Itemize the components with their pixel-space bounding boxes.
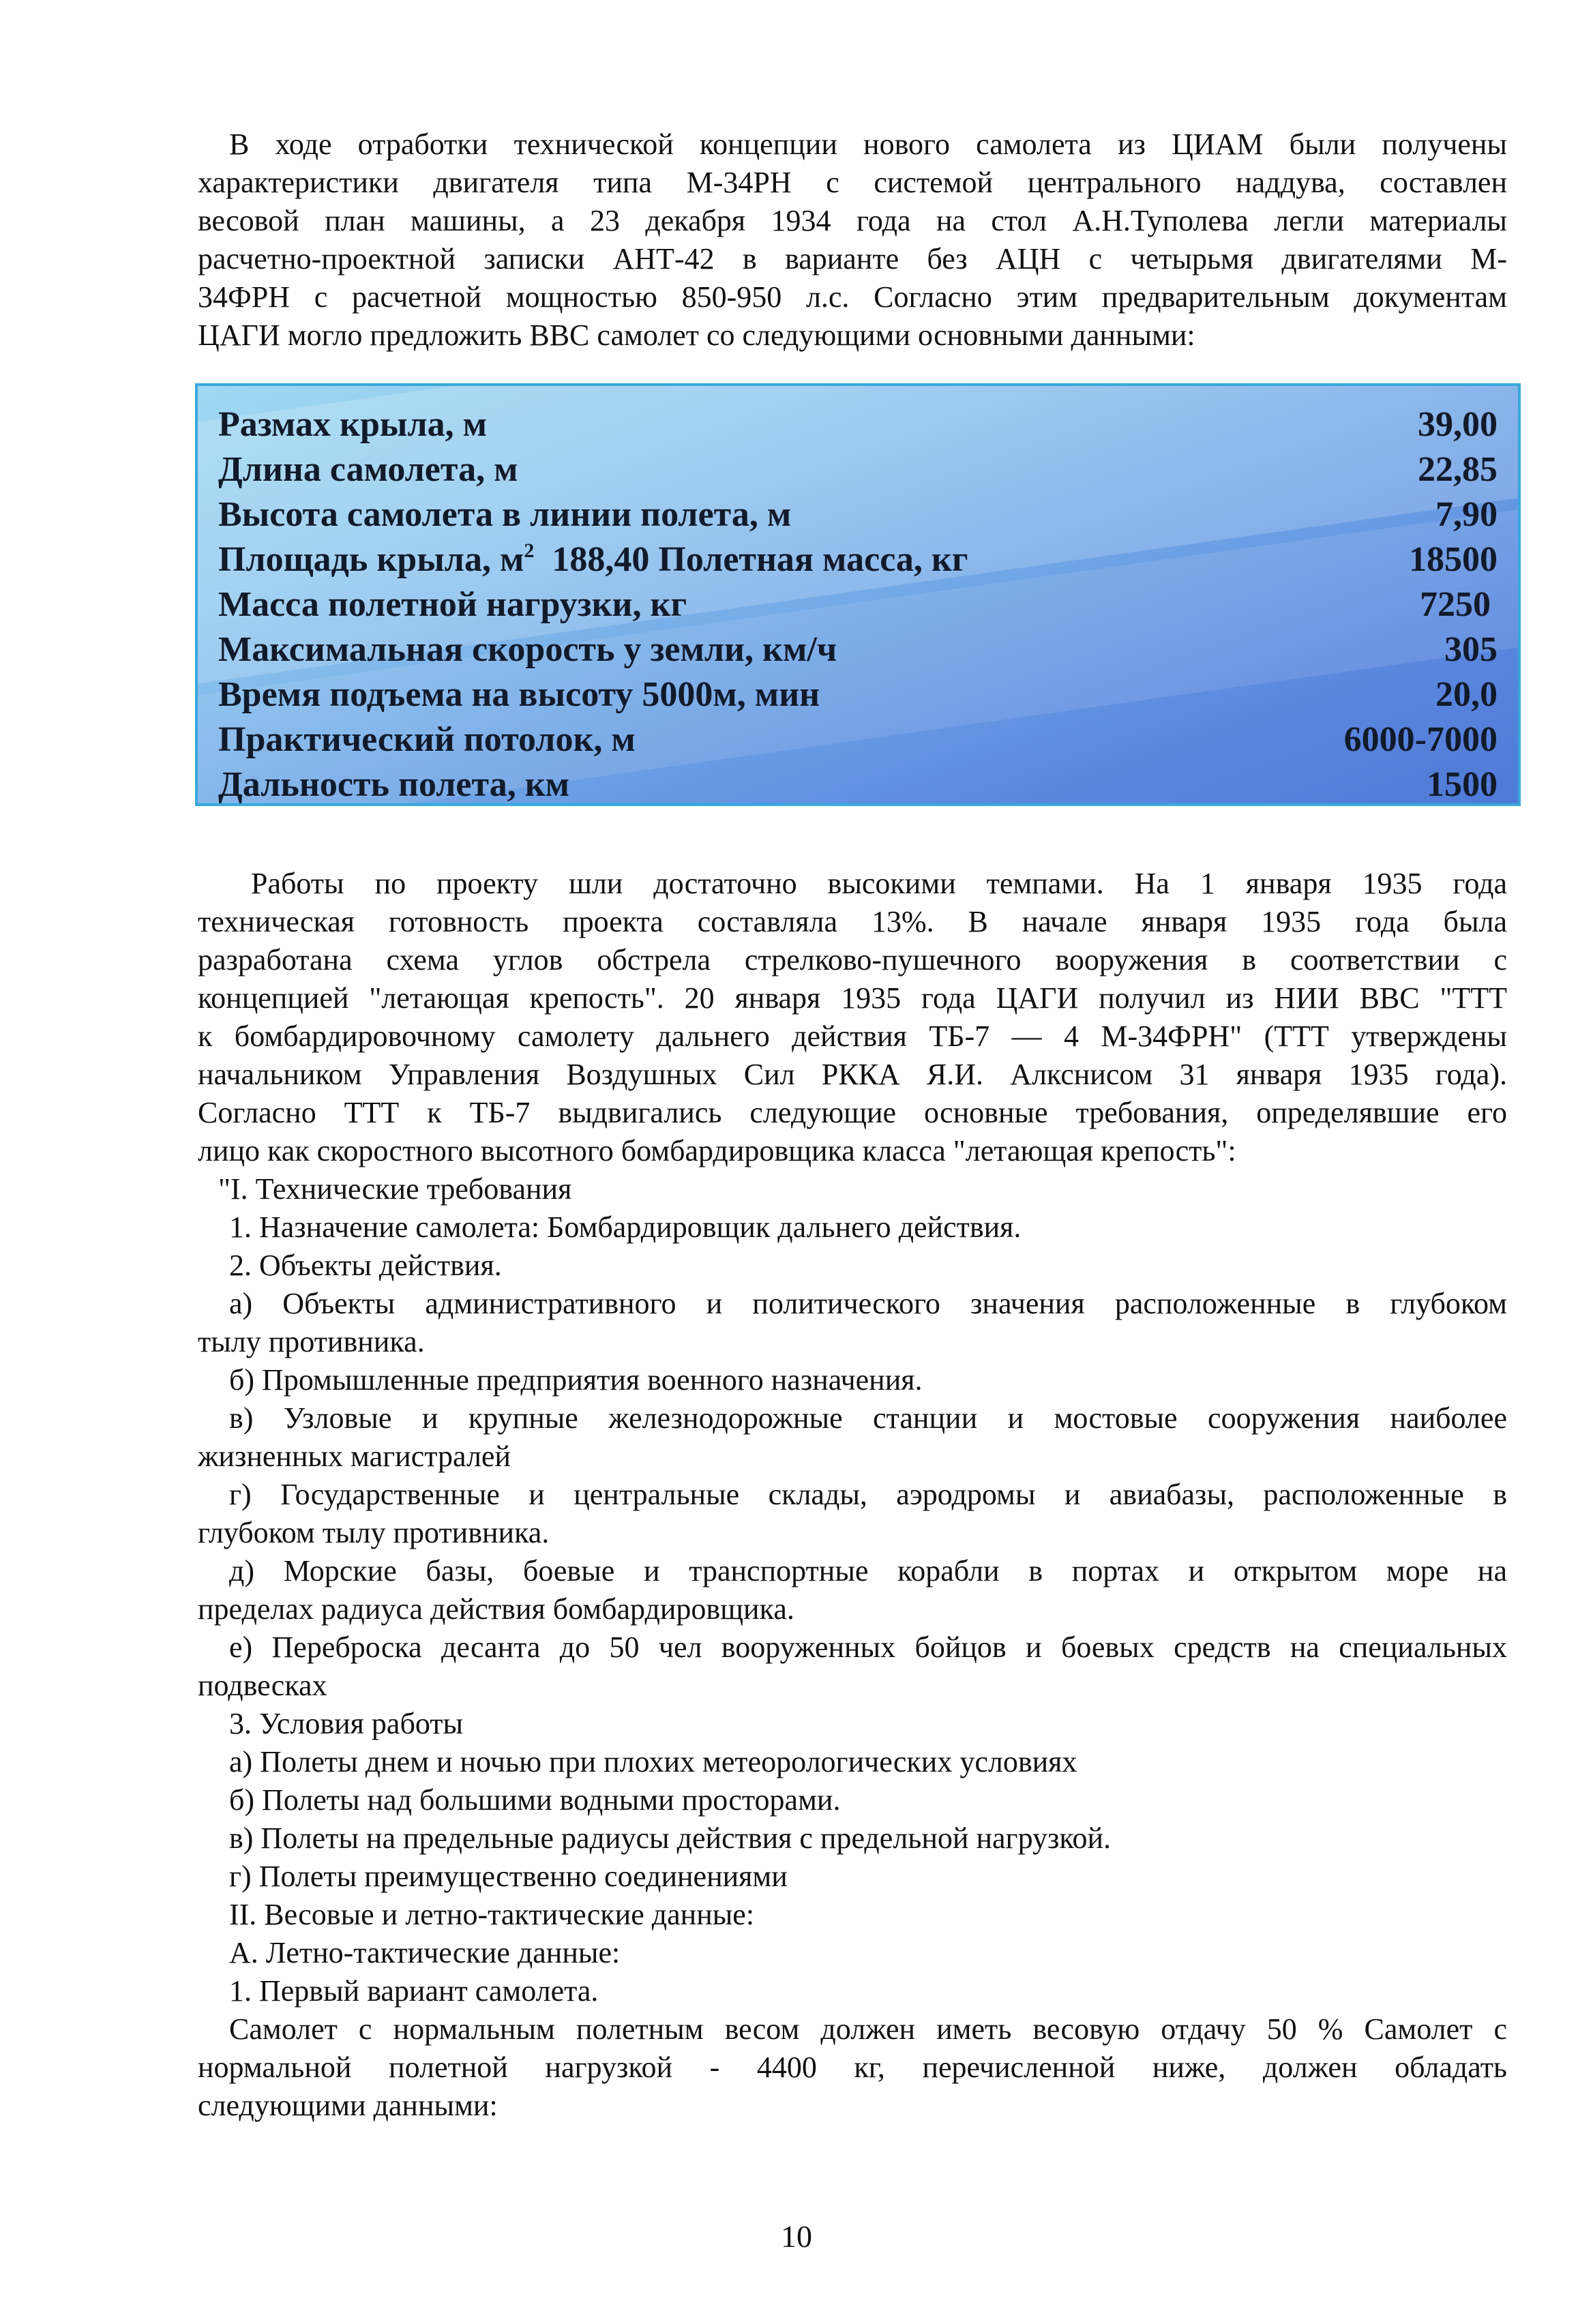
spec-row-ceiling [218, 717, 1498, 762]
final-line: нормальной полетной нагрузкой - 4400 кг, перечисленной ниже, должен обладать [198, 2051, 1507, 2084]
spec-row-height [218, 492, 1498, 537]
list-item [198, 1858, 1507, 1896]
body-paragraph [198, 865, 1507, 1170]
list-item [198, 1781, 1507, 1819]
spec-value: 22,85 [1418, 450, 1498, 489]
intro-paragraph [198, 125, 1507, 355]
list-item-text: тылу противника. [198, 1325, 425, 1358]
intro-line: расчетно-проектной записки АНТ-42 в варианте без АЦН с четырьмя двигателями М- [198, 242, 1507, 275]
body-line: Согласно ТТТ к ТБ-7 выдвигались следующие основные требования, определявшие его [198, 1096, 1507, 1129]
intro-line: 34ФРН с расчетной мощностью 850-950 л.с. Согласно этим предварительным документам [198, 280, 1507, 314]
list-item-text: г) Государственные и центральные склады, аэродромы и авиабазы, расположенные в [229, 1478, 1507, 1511]
intro-line: весовой план машины, а 23 декабря 1934 года на стол А.Н.Туполева легли материалы [198, 204, 1507, 237]
spec-value: 20,0 [1435, 675, 1498, 714]
list-item-text: 1. Назначение самолета: Бомбардировщик дальнего действия. [229, 1210, 1022, 1244]
spec-value: 1500 [1427, 765, 1498, 804]
spec-row-range [218, 762, 1498, 806]
spec-label-part: Площадь крыла, м [218, 540, 524, 579]
list-item-text: е) Переброска десанта до 50 чел вооруженных бойцов и боевых средств на специальных [229, 1630, 1507, 1664]
spec-value: 6000-7000 [1343, 720, 1498, 759]
spec-label: Масса полетной нагрузки, кг [218, 585, 687, 624]
list-item-text: а) Объекты административного и политического значения расположенные в глубоком [229, 1287, 1507, 1320]
final-paragraph [198, 2010, 1507, 2125]
specifications-table [195, 383, 1521, 806]
list-item [198, 1170, 1507, 1208]
spec-label: Высота самолета в линии полета, м [218, 495, 792, 534]
list-item-text: пределах радиуса действия бомбардировщика. [198, 1592, 794, 1626]
intro-line: В ходе отработки технической концепции нового самолета из ЦИАМ были получены [229, 128, 1507, 161]
list-item-text: 3. Условия работы [229, 1707, 464, 1740]
list-item [198, 1552, 1507, 1628]
spec-row-wing-area-mass [218, 537, 1498, 582]
body-line: техническая готовность проекта составляла 13%. В начале января 1935 года была [198, 905, 1507, 938]
spec-label [218, 537, 968, 582]
spec-row-length [218, 447, 1498, 492]
list-item [198, 1934, 1507, 1972]
body-line: начальником Управления Воздушных Сил РККА Я.И. Алкснисом 31 января 1935 года). [198, 1058, 1507, 1091]
list-item-text: б) Промышленные предприятия военного назначения. [229, 1363, 923, 1397]
list-item [198, 1399, 1507, 1476]
list-item-text: А. Летно-тактические данные: [229, 1936, 621, 1969]
spec-label: Практический потолок, м [218, 720, 636, 759]
final-line: следующими данными: [198, 2089, 498, 2122]
spec-label-part: 188,40 Полетная масса, кг [552, 540, 968, 579]
list-item [198, 1361, 1507, 1399]
list-item-text: подвесках [198, 1669, 327, 1702]
spec-row-wingspan [218, 402, 1498, 447]
spec-label: Время подъема на высоту 5000м, мин [218, 675, 820, 714]
list-item [198, 1819, 1507, 1858]
list-item [198, 1705, 1507, 1743]
list-item-text: 1. Первый вариант самолета. [229, 1974, 599, 2008]
body-line: концепцией "летающая крепость". 20 января 1935 года ЦАГИ получил из НИИ ВВС "ТТТ [198, 981, 1507, 1015]
spec-row-max-speed [218, 627, 1498, 672]
list-item [198, 1476, 1507, 1552]
body-line: Работы по проекту шли достаточно высокими темпами. На 1 января 1935 года [251, 867, 1507, 900]
list-item-text: "I. Технические требования [218, 1172, 572, 1206]
spec-label: Дальность полета, км [218, 765, 570, 804]
spec-value: 39,00 [1418, 405, 1498, 444]
intro-line: характеристики двигателя типа М-34РН с системой центрального наддува, составлен [198, 166, 1507, 199]
body-line: разработана схема углов обстрела стрелково-пушечного вооружения в соответствии с [198, 943, 1507, 977]
spec-value: 7250 [1420, 585, 1491, 624]
list-item-text: г) Полеты преимущественно соединениями [229, 1860, 788, 1893]
spec-label: Длина самолета, м [218, 450, 518, 489]
superscript: 2 [524, 539, 535, 562]
list-item [198, 1972, 1507, 2010]
spec-row-payload [218, 582, 1498, 627]
list-item-text: а) Полеты днем и ночью при плохих метеорологических условиях [229, 1745, 1077, 1778]
body-line: к бомбардировочному самолету дальнего действия ТБ-7 — 4 М-34ФРН" (ТТТ утверждены [198, 1019, 1507, 1053]
list-item [198, 1285, 1507, 1361]
list-item-text: 2. Объекты действия. [229, 1249, 502, 1282]
list-item-text: в) Полеты на предельные радиусы действия с предельной нагрузкой. [229, 1821, 1112, 1855]
list-item-text: д) Морские базы, боевые и транспортные корабли в портах и открытом море на [229, 1554, 1507, 1588]
list-item [198, 1247, 1507, 1285]
spec-label: Размах крыла, м [218, 405, 488, 444]
list-item [198, 1896, 1507, 1934]
list-item-text: жизненных магистралей [198, 1440, 511, 1473]
spec-value: 305 [1444, 630, 1498, 669]
list-item [198, 1743, 1507, 1781]
list-item-text: б) Полеты над большими водными просторами. [229, 1783, 841, 1817]
body-line: лицо как скоростного высотного бомбардировщика класса "летающая крепость": [198, 1134, 1236, 1167]
intro-line: ЦАГИ могло предложить ВВС самолет со следующими основными данными: [198, 318, 1195, 352]
list-item-text: глубоком тылу противника. [198, 1516, 550, 1549]
list-item [198, 1208, 1507, 1247]
final-line: Самолет с нормальным полетным весом должен иметь весовую отдачу 50 % Самолет с [229, 2012, 1507, 2046]
list-item [198, 1628, 1507, 1705]
requirements-list [198, 1170, 1507, 2125]
spec-label: Максимальная скорость у земли, км/ч [218, 630, 837, 669]
page-number: 10 [781, 2219, 812, 2254]
list-item-text: II. Весовые и летно-тактические данные: [229, 1898, 755, 1931]
list-item-text: в) Узловые и крупные железнодорожные станции и мостовые сооружения наиболее [229, 1401, 1507, 1435]
spec-value: 18500 [1409, 540, 1498, 579]
spec-row-climb-time [218, 672, 1498, 717]
spec-value: 7,90 [1435, 495, 1498, 534]
